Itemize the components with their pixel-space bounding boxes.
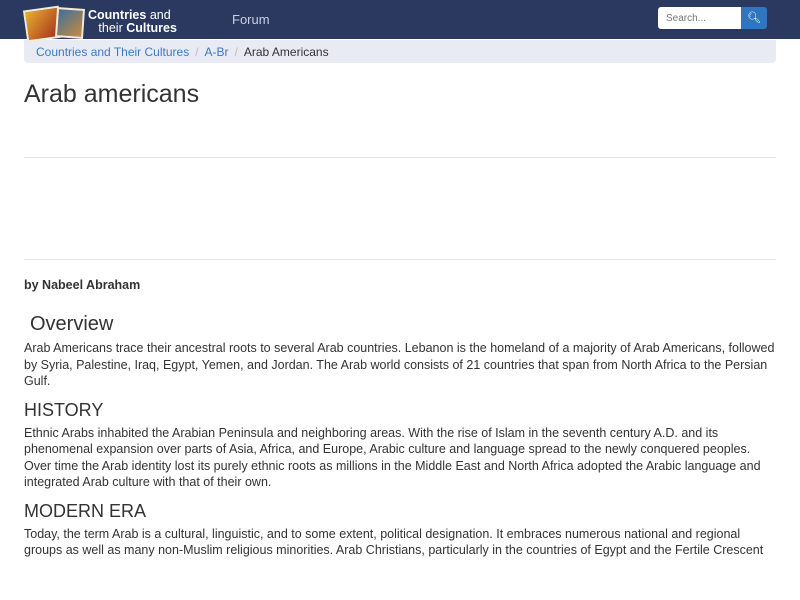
search-button[interactable] — [741, 7, 767, 29]
section-text-modern-era: Today, the term Arab is a cultural, linguistic, and to some extent, political designation. It embraces numerous national and regional groups as well as many non-Muslim religious minorities. Arab Christians, particularly in the countries of Egypt and the Fertile Crescent — [24, 526, 764, 557]
page-title: Arab americans — [24, 80, 200, 108]
breadcrumb: Countries and Their Cultures / A-Br / Arab Americans — [24, 40, 776, 63]
divider — [24, 157, 776, 158]
section-text-history: Ethnic Arabs inhabited the Arabian Peninsula and neighboring areas. With the rise of Islam in the seventh century A.D. and its phenomenal expansion over parts of Asia, Africa, and Europe, Arabic culture and language spread to the newly conquered peoples. Over time the Arab identity lost its purely ethnic roots as millions in the Middle East and North Africa adopted the Arabic language and integrated Arab culture with that of their own. — [24, 425, 761, 489]
search-input[interactable] — [658, 7, 741, 29]
nav-forum-link[interactable]: Forum — [232, 12, 270, 27]
section-heading-overview: Overview — [30, 313, 114, 335]
breadcrumb-current: Arab Americans — [243, 45, 329, 59]
logo-photo-icon — [55, 7, 85, 39]
divider — [24, 259, 776, 260]
section-heading-history: HISTORY — [24, 399, 104, 420]
logo-text: Countries and their Cultures — [88, 8, 177, 35]
breadcrumb-link-a-br[interactable]: A-Br — [204, 45, 229, 59]
breadcrumb-link-countries[interactable]: Countries and Their Cultures — [36, 45, 190, 59]
section-heading-modern-era: MODERN ERA — [24, 500, 147, 521]
search-icon: 🔍︎ — [747, 12, 761, 24]
section-text-overview: Arab Americans trace their ancestral roots to several Arab countries. Lebanon is the homeland of a majority of Arab Americans, followed by Syria, Palestine, Iraq, Egypt, Yemen, and Jordan. The Arab world consists of 21 countries that span from North Africa to the Persian Gulf. — [24, 341, 775, 388]
site-logo[interactable] — [22, 6, 192, 42]
top-navbar — [0, 0, 800, 39]
author-byline: by Nabeel Abraham — [24, 278, 141, 292]
